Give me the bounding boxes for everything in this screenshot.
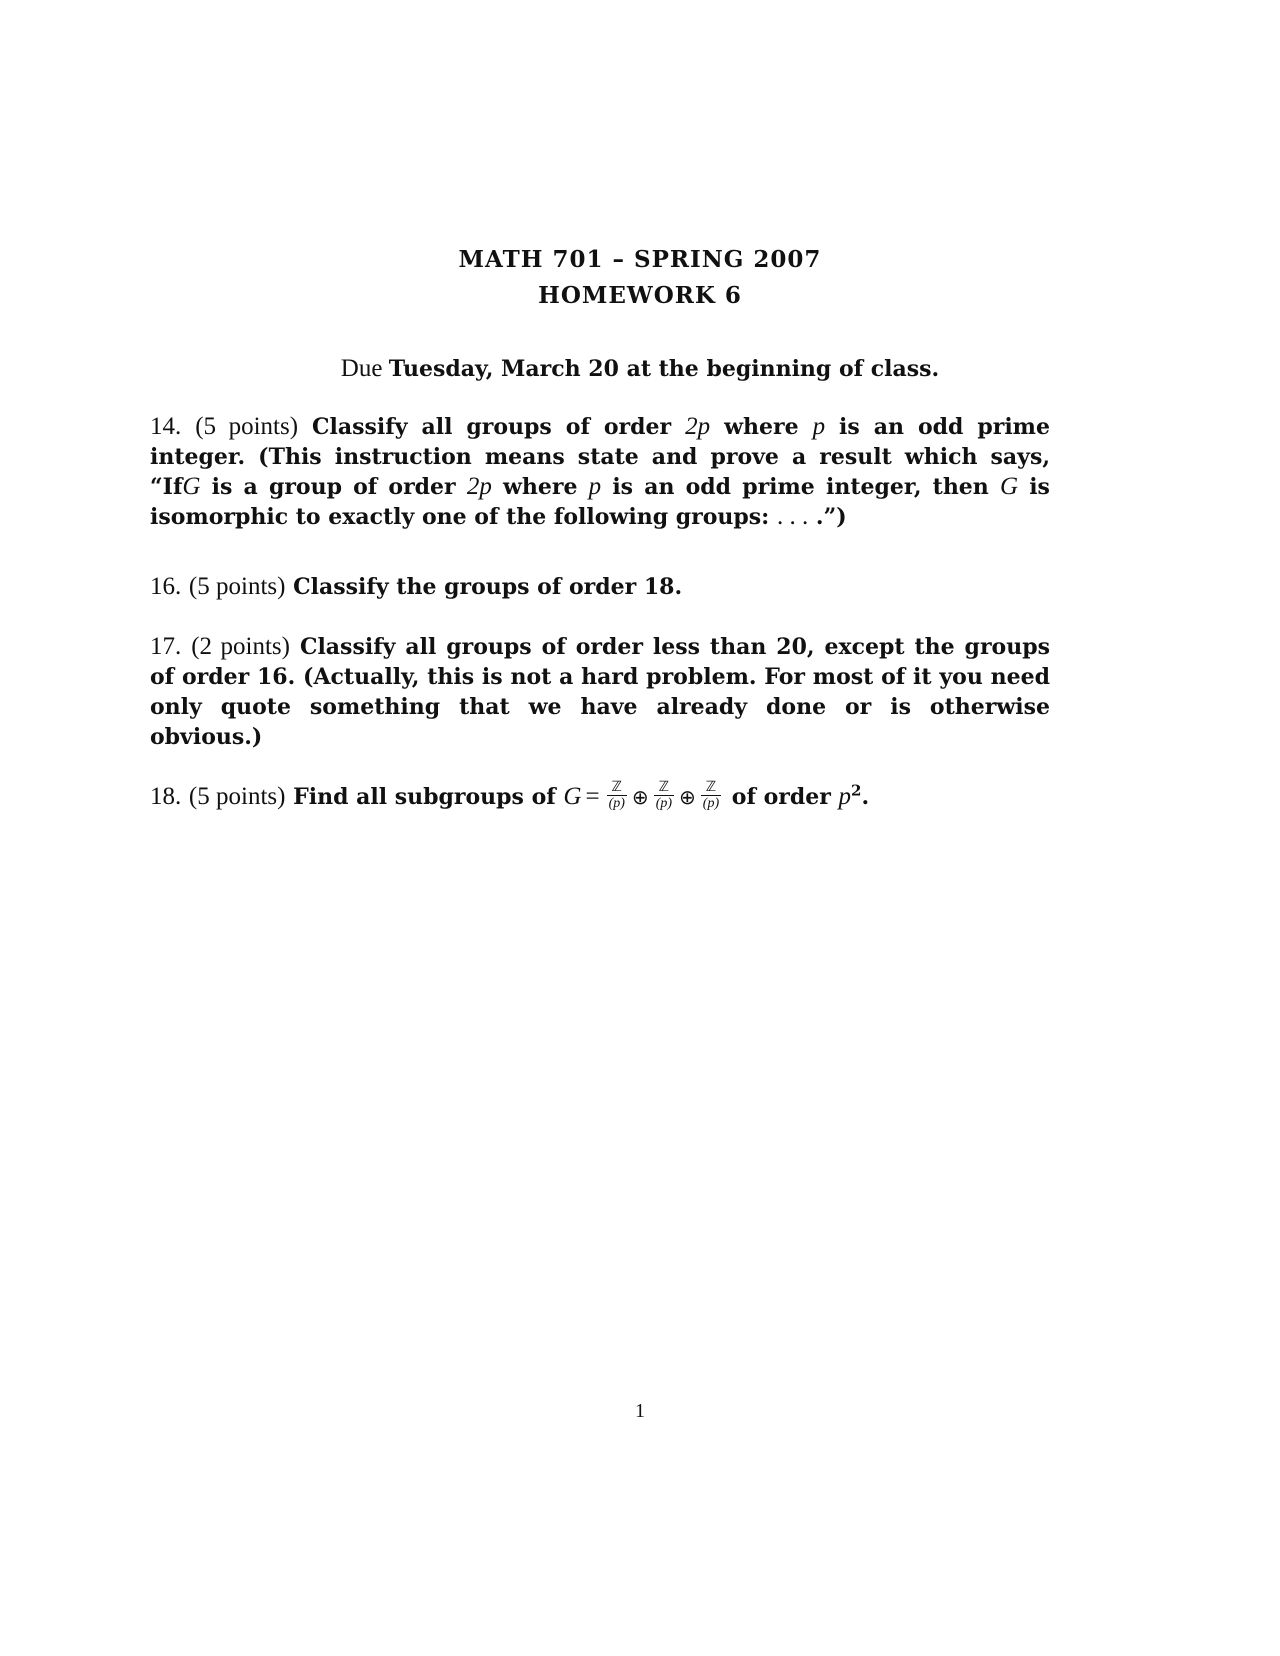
period: . xyxy=(861,784,870,810)
problem-text: of order xyxy=(731,784,831,810)
due-date-line xyxy=(0,355,1280,383)
problem-points: (5 points) xyxy=(188,783,286,810)
problem-number: 18. xyxy=(150,783,182,810)
problem-text: Find all subgroups of xyxy=(293,784,556,810)
problem-text: where xyxy=(724,414,799,440)
fraction-denominator: (p) xyxy=(608,795,625,811)
problem-text: Classify the groups of order 18. xyxy=(293,574,683,600)
fraction-denominator: (p) xyxy=(655,795,673,811)
problem-text: Classify all groups of order less than 20, except the groups of order 16. (Actually, this is not a hard problem. For most of it you need only quote something that we have already done or is otherwise obvious.) xyxy=(150,634,1050,750)
problem-points: (5 points) xyxy=(195,413,299,440)
math-p: p xyxy=(812,413,826,440)
problem-text: is isomorphic to exactly one of the following groups: xyxy=(150,474,1050,530)
problem-17 xyxy=(150,632,1050,752)
problem-text: is a group of order xyxy=(211,474,456,500)
fraction-numerator: ℤ xyxy=(607,780,627,796)
problem-number: 17. xyxy=(150,633,182,660)
homework-title: HOMEWORK 6 xyxy=(538,282,742,309)
fraction-numerator: ℤ xyxy=(701,780,721,796)
ellipsis: . . . xyxy=(776,503,809,530)
problem-text: Classify all groups of order xyxy=(312,414,672,440)
problem-text: is an odd prime integer, then xyxy=(612,474,989,500)
math-2p: 2p xyxy=(685,413,711,440)
problem-text: is an odd prime integer. (This instruction means state and prove a result which says, “If xyxy=(150,414,1050,500)
equals-sign: = xyxy=(585,783,600,810)
direct-sum-symbol: ⊕ xyxy=(679,785,696,809)
due-date-text: Tuesday, March 20 at the beginning of class. xyxy=(388,356,940,382)
problem-18 xyxy=(150,779,1050,814)
problem-text: where xyxy=(502,474,578,500)
fraction-numerator: ℤ xyxy=(654,780,674,796)
problem-16 xyxy=(150,572,1050,602)
problem-points: (2 points) xyxy=(191,633,290,660)
due-prefix: Due xyxy=(340,355,383,382)
math-G: G xyxy=(182,473,201,500)
math-p: p xyxy=(838,783,851,810)
fraction-Z-over-p xyxy=(654,780,674,811)
problem-number: 16. xyxy=(150,573,182,600)
math-G: G xyxy=(999,473,1019,500)
problem-points: (5 points) xyxy=(188,573,286,600)
fraction-Z-over-p xyxy=(701,780,721,811)
problem-number: 14. xyxy=(150,413,182,440)
math-p: p xyxy=(588,473,602,500)
math-G: G xyxy=(563,783,582,810)
problem-text: .”) xyxy=(815,504,847,530)
page-number: 1 xyxy=(635,1400,645,1422)
math-2p: 2p xyxy=(466,473,492,500)
exponent: 2 xyxy=(851,781,862,800)
problem-14 xyxy=(150,412,1050,532)
fraction-denominator: (p) xyxy=(702,795,720,811)
direct-sum-symbol: ⊕ xyxy=(631,785,649,809)
fraction-Z-over-p xyxy=(607,780,627,811)
page-title: MATH 701 – SPRING 2007 xyxy=(458,246,822,273)
